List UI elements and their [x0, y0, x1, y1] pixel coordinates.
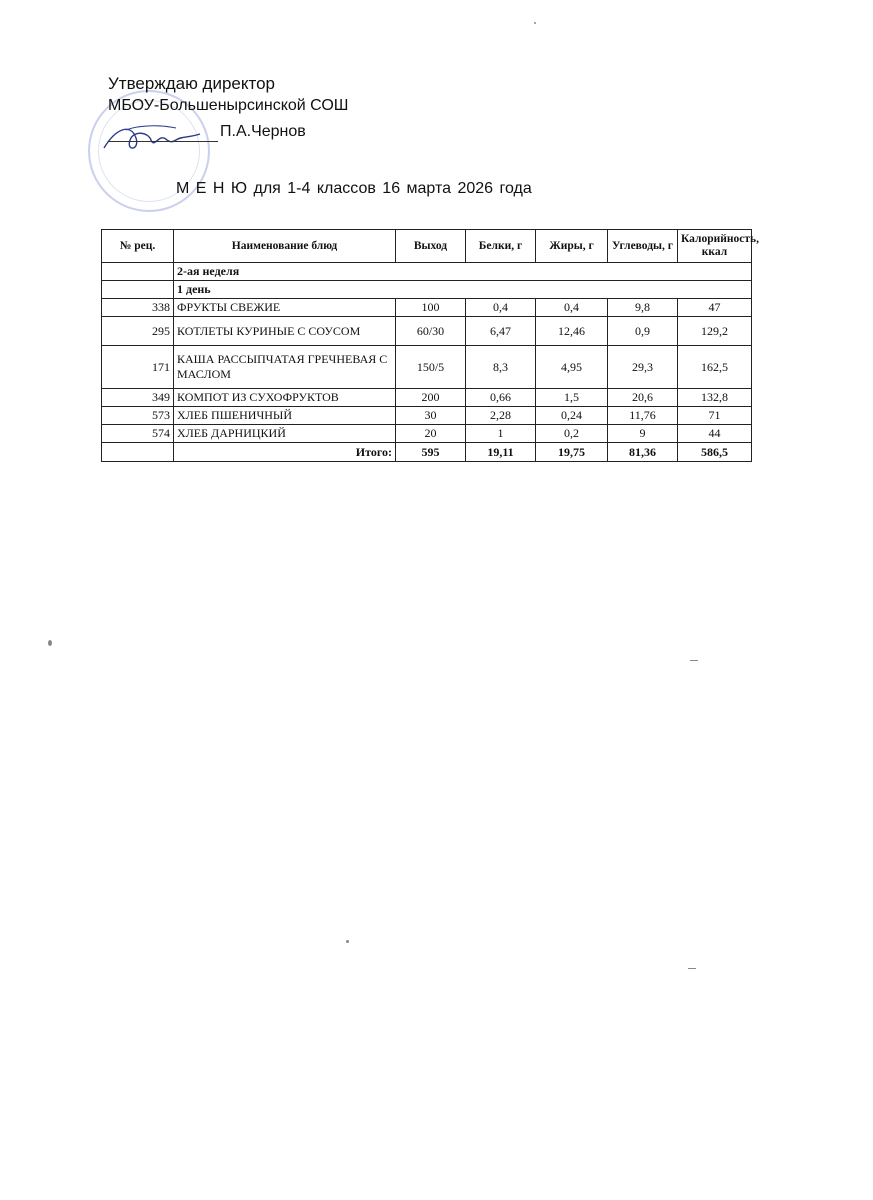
- col-header-dish: Наименование блюд: [174, 230, 396, 263]
- dish-name: ХЛЕБ ПШЕНИЧНЫЙ: [174, 407, 396, 425]
- carbs: 9: [608, 425, 678, 443]
- approval-title: Утверждаю директор: [108, 74, 276, 93]
- calories: 162,5: [678, 346, 752, 389]
- week-label: 2-ая неделя: [174, 263, 752, 281]
- calories: 132,8: [678, 389, 752, 407]
- carbs: 11,76: [608, 407, 678, 425]
- table-header-row: [102, 230, 752, 263]
- dish-name: ФРУКТЫ СВЕЖИЕ: [174, 299, 396, 317]
- day-row: [102, 281, 752, 299]
- protein: 8,3: [466, 346, 536, 389]
- total-calories: 586,5: [678, 443, 752, 462]
- scan-speck: [688, 968, 696, 969]
- protein: 0,66: [466, 389, 536, 407]
- protein: 2,28: [466, 407, 536, 425]
- school-name: МБОУ-Большенырсинской СОШ: [108, 97, 349, 114]
- signature-line: [108, 122, 348, 142]
- signer-name: П.А.Чернов: [220, 123, 306, 140]
- calories: 71: [678, 407, 752, 425]
- approval-block: [108, 74, 348, 142]
- col-header-calories: Калорийность, ккал: [678, 230, 752, 263]
- calories: 129,2: [678, 317, 752, 346]
- dish-name: КАША РАССЫПЧАТАЯ ГРЕЧНЕВАЯ С МАСЛОМ: [174, 346, 396, 389]
- day-label: 1 день: [174, 281, 752, 299]
- dish-name: КОМПОТ ИЗ СУХОФРУКТОВ: [174, 389, 396, 407]
- fat: 0,4: [536, 299, 608, 317]
- scan-speck: [690, 660, 698, 661]
- carbs: 9,8: [608, 299, 678, 317]
- recipe-number: 574: [102, 425, 174, 443]
- carbs: 29,3: [608, 346, 678, 389]
- dish-name: ХЛЕБ ДАРНИЦКИЙ: [174, 425, 396, 443]
- calories: 44: [678, 425, 752, 443]
- menu-table: [101, 229, 759, 462]
- signature-underline: [108, 125, 218, 142]
- table-row: [102, 299, 752, 317]
- scan-speck: [534, 22, 536, 24]
- fat: 12,46: [536, 317, 608, 346]
- scan-speck: [346, 940, 349, 943]
- table-row: [102, 389, 752, 407]
- total-label: Итого:: [174, 443, 396, 462]
- recipe-number: 171: [102, 346, 174, 389]
- recipe-number: 349: [102, 389, 174, 407]
- table-row: [102, 407, 752, 425]
- total-row: [102, 443, 752, 462]
- total-carbs: 81,36: [608, 443, 678, 462]
- fat: 0,24: [536, 407, 608, 425]
- fat: 1,5: [536, 389, 608, 407]
- output: 30: [396, 407, 466, 425]
- output: 100: [396, 299, 466, 317]
- protein: 0,4: [466, 299, 536, 317]
- col-header-output: Выход: [396, 230, 466, 263]
- page-title: М Е Н Ю для 1-4 классов 16 марта 2026 года: [176, 180, 532, 197]
- carbs: 20,6: [608, 389, 678, 407]
- protein: 1: [466, 425, 536, 443]
- output: 200: [396, 389, 466, 407]
- recipe-number: 295: [102, 317, 174, 346]
- recipe-number: 338: [102, 299, 174, 317]
- week-row: [102, 263, 752, 281]
- recipe-number: 573: [102, 407, 174, 425]
- table-row: [102, 425, 752, 443]
- protein: 6,47: [466, 317, 536, 346]
- fat: 0,2: [536, 425, 608, 443]
- carbs: 0,9: [608, 317, 678, 346]
- output: 20: [396, 425, 466, 443]
- col-header-carbs: Углеводы, г: [608, 230, 678, 263]
- total-fat: 19,75: [536, 443, 608, 462]
- table-row: [102, 317, 752, 346]
- scan-speck: [48, 640, 52, 646]
- col-header-protein: Белки, г: [466, 230, 536, 263]
- fat: 4,95: [536, 346, 608, 389]
- col-header-fat: Жиры, г: [536, 230, 608, 263]
- output: 150/5: [396, 346, 466, 389]
- output: 60/30: [396, 317, 466, 346]
- table-row: [102, 346, 752, 389]
- total-protein: 19,11: [466, 443, 536, 462]
- dish-name: КОТЛЕТЫ КУРИНЫЕ С СОУСОМ: [174, 317, 396, 346]
- calories: 47: [678, 299, 752, 317]
- total-output: 595: [396, 443, 466, 462]
- col-header-recipe: № рец.: [102, 230, 174, 263]
